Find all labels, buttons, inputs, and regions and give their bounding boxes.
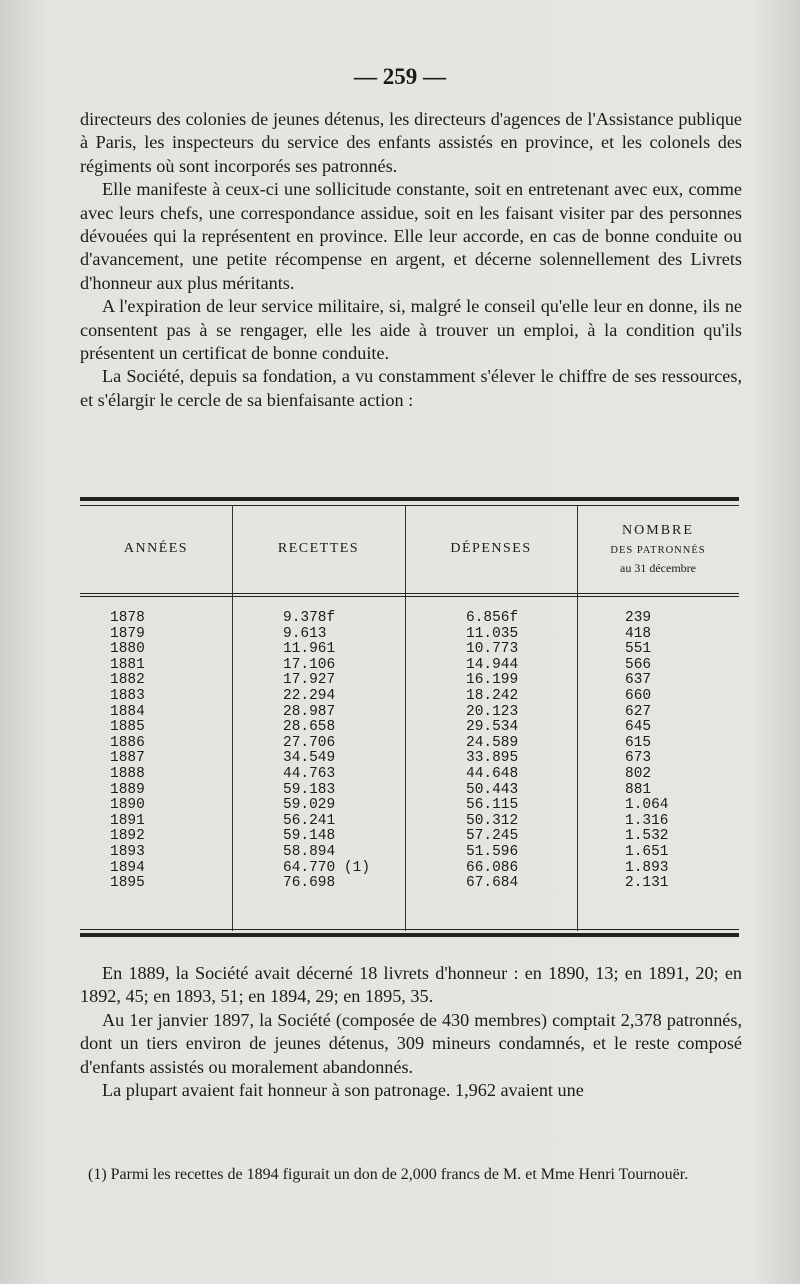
patronnes-cell: 239 xyxy=(625,610,652,626)
header-nombre: NOMBRE xyxy=(622,523,694,538)
table-body xyxy=(80,611,739,892)
recettes-cell: 28.658 xyxy=(283,719,336,736)
year-cell: 1893 xyxy=(110,843,145,860)
table-row xyxy=(80,689,739,705)
table-row xyxy=(80,861,739,877)
patronnes-cell: 1.316 xyxy=(625,812,669,829)
depenses-cell: 33.895 xyxy=(466,750,519,767)
recettes-cell: 28.987 xyxy=(283,703,336,720)
paragraph: La plupart avaient fait honneur à son patronage. 1,962 avaient une xyxy=(102,1080,584,1101)
depenses-cell: 29.534 xyxy=(466,719,519,736)
paragraph: Elle manifeste à ceux-ci une sollicitude constante, soit en entretenant avec eux, comme avec leurs chefs, une correspondance assidue, soit en les faisant visiter par des personnes dévouées qui la représentent en province. Elle leur accorde, en cas de bonne conduite ou d'avancement, une petite récompense en argent, et décerne solennellement des Livrets d'honneur aux plus méritants. xyxy=(80,179,742,293)
page-number: — 259 — xyxy=(354,64,446,89)
table-row xyxy=(80,720,739,736)
paragraph: A l'expiration de leur service militaire, si, malgré le conseil qu'elle leur en donne, ils ne consentent pas à se rengager, elle les aide à trouver un emploi, à la condition qu'ils présentent un certificat de bonne conduite. xyxy=(80,296,742,364)
patronnes-cell: 551 xyxy=(625,641,652,658)
patronnes-cell: 1.893 xyxy=(625,859,669,876)
table-row xyxy=(80,876,739,892)
table-row xyxy=(80,705,739,721)
depenses-cell: 16.199 xyxy=(466,672,519,689)
table-bottom-rule xyxy=(80,933,739,937)
patronnes-cell: 1.651 xyxy=(625,843,669,860)
depenses-cell: 18.242 xyxy=(466,687,519,704)
patronnes-cell: 802 xyxy=(625,765,652,782)
table-row xyxy=(80,767,739,783)
year-cell: 1889 xyxy=(110,781,145,798)
paragraph: directeurs des colonies de jeunes détenus, les directeurs d'agences de l'Assistance publique à Paris, les inspecteurs du service des enfants assistés en province, et les colonels des régiments où sont incorporés ses patronnés. xyxy=(80,109,742,176)
recettes-cell: 34.549 xyxy=(283,750,336,767)
depenses-cell: 67.684 xyxy=(466,875,519,892)
table-row xyxy=(80,829,739,845)
year-cell: 1894 xyxy=(110,859,145,876)
recettes-cell: 9.378f xyxy=(283,610,336,626)
year-cell: 1878 xyxy=(110,610,145,626)
recettes-cell: 11.961 xyxy=(283,641,336,658)
year-cell: 1895 xyxy=(110,875,145,892)
table-row xyxy=(80,642,739,658)
intro-text xyxy=(80,108,742,412)
table-row xyxy=(80,611,739,627)
table-row xyxy=(80,783,739,799)
header-rule xyxy=(80,596,739,597)
year-cell: 1887 xyxy=(110,750,145,767)
depenses-cell: 10.773 xyxy=(466,641,519,658)
table-row xyxy=(80,798,739,814)
depenses-cell: 51.596 xyxy=(466,843,519,860)
table-row xyxy=(80,751,739,767)
header-rule xyxy=(80,593,739,594)
recettes-cell: 58.894 xyxy=(283,843,336,860)
patronnes-cell: 660 xyxy=(625,687,652,704)
year-cell: 1892 xyxy=(110,828,145,845)
header-depenses: DÉPENSES xyxy=(450,541,532,556)
patronnes-cell: 627 xyxy=(625,703,652,720)
table-top-rule xyxy=(80,497,739,501)
recettes-cell: 9.613 xyxy=(283,625,327,642)
table-row xyxy=(80,673,739,689)
depenses-cell: 50.443 xyxy=(466,781,519,798)
depenses-cell: 24.589 xyxy=(466,734,519,751)
paragraph: En 1889, la Société avait décerné 18 livrets d'honneur : en 1890, 13; en 1891, 20; en 1892, 45; en 1893, 51; en 1894, 29; en 1895, 35. xyxy=(80,963,742,1007)
recettes-cell: 44.763 xyxy=(283,765,336,782)
table-top-rule-thin xyxy=(80,505,739,506)
year-cell: 1883 xyxy=(110,687,145,704)
patronnes-cell: 2.131 xyxy=(625,875,669,892)
table-row xyxy=(80,814,739,830)
table-row xyxy=(80,627,739,643)
table-bottom-rule-thin xyxy=(80,929,739,930)
recettes-cell: 17.106 xyxy=(283,656,336,673)
header-nombre-sub: DES PATRONNÉS xyxy=(610,545,706,556)
header-annees: ANNÉES xyxy=(123,541,189,556)
year-cell: 1890 xyxy=(110,797,145,814)
table-row xyxy=(80,736,739,752)
year-cell: 1886 xyxy=(110,734,145,751)
footnote: (1) Parmi les recettes de 1894 figurait un don de 2,000 francs de M. et Mme Henri Tournouër. xyxy=(88,1166,689,1183)
patronnes-cell: 637 xyxy=(625,672,652,689)
patronnes-cell: 645 xyxy=(625,719,652,736)
recettes-cell: 59.148 xyxy=(283,828,336,845)
recettes-cell: 56.241 xyxy=(283,812,336,829)
depenses-cell: 66.086 xyxy=(466,859,519,876)
year-cell: 1882 xyxy=(110,672,145,689)
after-text xyxy=(80,962,742,1102)
header-recettes: RECETTES xyxy=(277,541,360,556)
depenses-cell: 11.035 xyxy=(466,625,519,642)
recettes-cell: 76.698 xyxy=(283,875,336,892)
paragraph: Au 1er janvier 1897, la Société (composée de 430 membres) comptait 2,378 patronnés, dont un tiers environ de jeunes détenus, 309 mineurs condamnés, et le reste composé d'enfants assistés ou moralement abandonnés. xyxy=(80,1009,742,1077)
depenses-cell: 20.123 xyxy=(466,703,519,720)
patronnes-cell: 418 xyxy=(625,625,652,642)
patronnes-cell: 615 xyxy=(625,734,652,751)
year-cell: 1888 xyxy=(110,765,145,782)
depenses-cell: 44.648 xyxy=(466,765,519,782)
year-cell: 1884 xyxy=(110,703,145,720)
year-cell: 1879 xyxy=(110,625,145,642)
recettes-cell: 22.294 xyxy=(283,687,336,704)
year-cell: 1885 xyxy=(110,719,145,736)
table-row xyxy=(80,658,739,674)
year-cell: 1891 xyxy=(110,812,145,829)
patronnes-cell: 566 xyxy=(625,656,652,673)
depenses-cell: 14.944 xyxy=(466,656,519,673)
year-cell: 1880 xyxy=(110,641,145,658)
paragraph: La Société, depuis sa fondation, a vu constamment s'élever le chiffre de ses ressources, et s'élargir le cercle de sa bienfaisante action : xyxy=(80,366,742,410)
recettes-cell: 64.770 (1) xyxy=(283,859,371,876)
table-row xyxy=(80,845,739,861)
recettes-cell: 17.927 xyxy=(283,672,336,689)
finance-table xyxy=(80,497,739,937)
depenses-cell: 57.245 xyxy=(466,828,519,845)
depenses-cell: 56.115 xyxy=(466,797,519,814)
patronnes-cell: 1.064 xyxy=(625,797,669,814)
header-nombre-date: au 31 décembre xyxy=(620,561,696,575)
patronnes-cell: 673 xyxy=(625,750,652,767)
recettes-cell: 27.706 xyxy=(283,734,336,751)
depenses-cell: 6.856f xyxy=(466,610,519,626)
recettes-cell: 59.183 xyxy=(283,781,336,798)
patronnes-cell: 881 xyxy=(625,781,652,798)
recettes-cell: 59.029 xyxy=(283,797,336,814)
year-cell: 1881 xyxy=(110,656,145,673)
patronnes-cell: 1.532 xyxy=(625,828,669,845)
depenses-cell: 50.312 xyxy=(466,812,519,829)
